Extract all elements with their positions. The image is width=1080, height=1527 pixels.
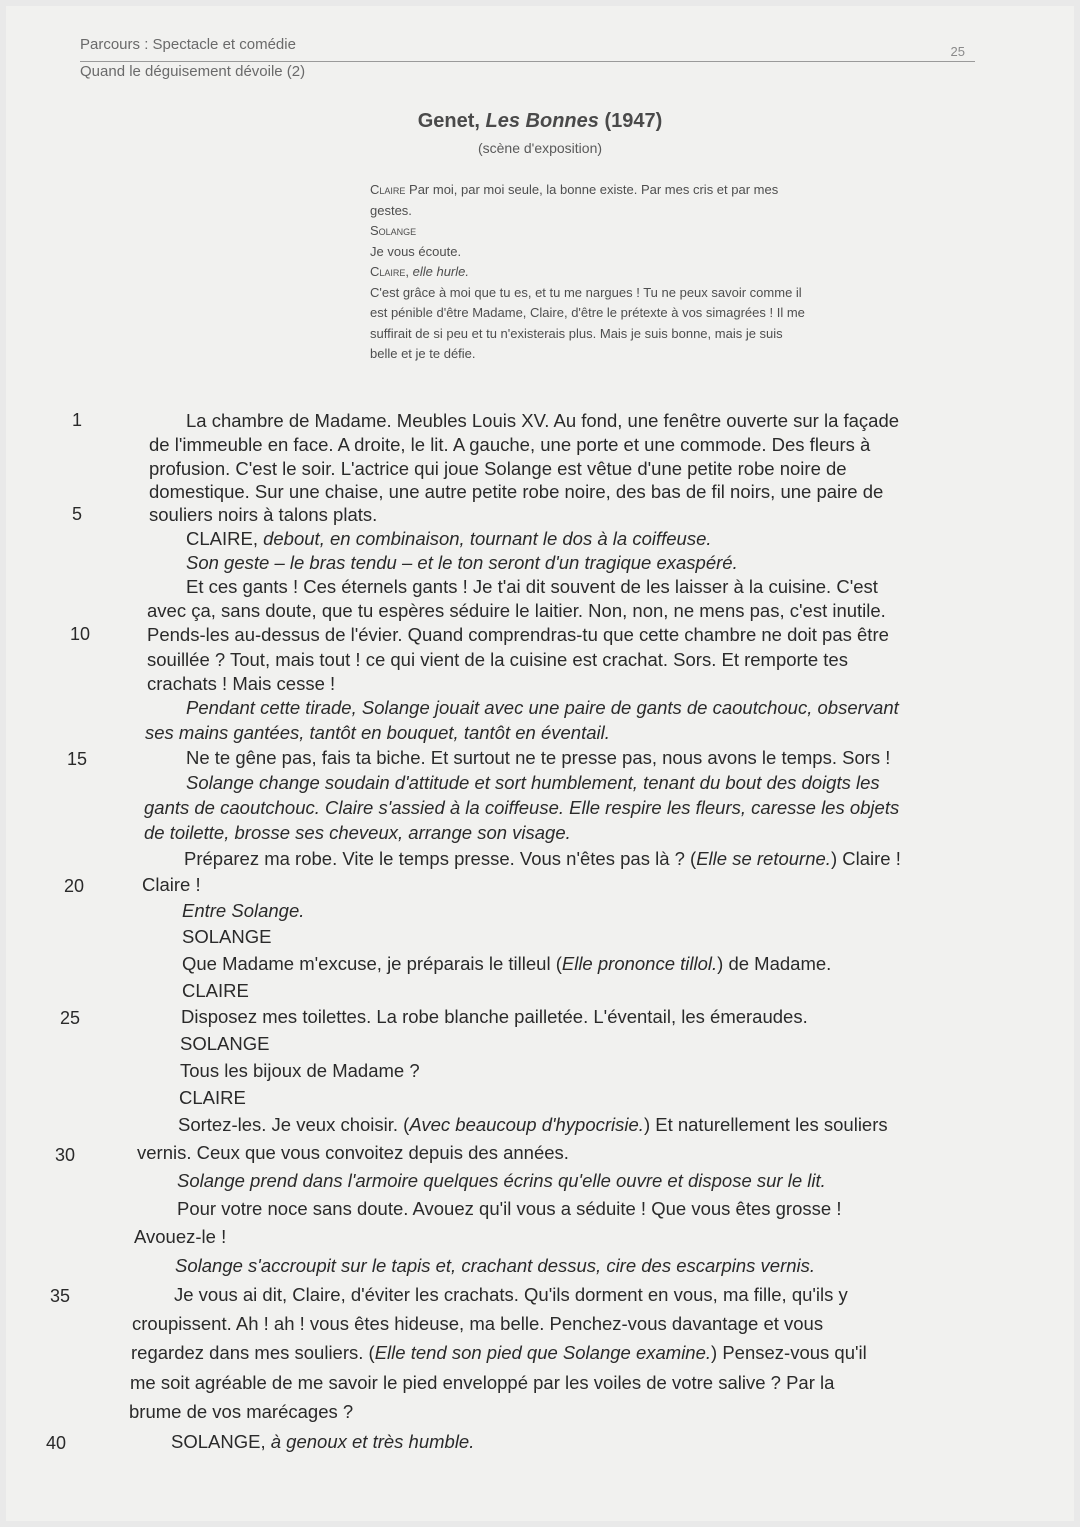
stage-direction: Solange prend dans l'armoire quelques écrins qu'elle ouvre et dispose sur le lit. (177, 1170, 826, 1191)
text-segment: ) Et naturellement les souliers (643, 1114, 888, 1135)
line-number: 25 (60, 1008, 81, 1028)
text-line: avec ça, sans doute, que tu espères séduire le laitier. Non, non, ne mens pas, c'est inutile. (147, 600, 886, 621)
text-line (178, 1114, 888, 1136)
epigraph-speaker: Claire, (370, 264, 410, 279)
epigraph-line: est pénible d'être Madame, Claire, d'être le prétexte à vos simagrées ! Il me (370, 305, 805, 320)
document-title (0, 110, 1080, 133)
stage-direction: de toilette, brosse ses cheveux, arrange son visage. (144, 822, 571, 843)
speaker-name: CLAIRE (182, 980, 249, 1001)
stage-direction: Elle se retourne. (696, 848, 831, 869)
speaker-name: SOLANGE (182, 926, 272, 947)
text-segment: Que Madame m'excuse, je préparais le tilleul ( (182, 953, 562, 974)
document-subtitle: (scène d'exposition) (477, 140, 603, 156)
text-segment: Préparez ma robe. Vite le temps presse. Vous n'êtes pas là ? ( (184, 848, 697, 869)
stage-direction: Elle tend son pied que Solange examine. (374, 1342, 712, 1363)
text-line: Ne te gêne pas, fais ta biche. Et surtout ne te presse pas, nous avons le temps. Sors ! (186, 747, 891, 768)
text-line: Avouez-le ! (134, 1226, 227, 1247)
stage-direction: Solange change soudain d'attitude et sort humblement, tenant du bout des doigts les (186, 772, 880, 793)
line-number: 20 (64, 876, 85, 896)
title-year: (1947) (604, 110, 663, 132)
stage-direction: Elle prononce tillol. (561, 953, 718, 974)
text-segment: Sortez-les. Je veux choisir. ( (178, 1114, 410, 1135)
text-line: brume de vos marécages ? (129, 1401, 354, 1422)
stage-direction: debout, en combinaison, tournant le dos à la coiffeuse. (263, 528, 712, 549)
text-line: vernis. Ceux que vous convoitez depuis des années. (137, 1142, 569, 1163)
text-line: souliers noirs à talons plats. (149, 504, 378, 525)
speaker-name: SOLANGE, (171, 1431, 271, 1452)
text-line (186, 528, 712, 550)
epigraph-line: Je vous écoute. (370, 243, 462, 259)
text-line: Je vous ai dit, Claire, d'éviter les crachats. Qu'ils dorment en vous, ma fille, qu'ils y (174, 1284, 848, 1305)
stage-direction: Solange s'accroupit sur le tapis et, crachant dessus, cire des escarpins vernis. (175, 1255, 816, 1276)
epigraph-line: C'est grâce à moi que tu es, et tu me nargues ! Tu ne peux savoir comme il (370, 284, 802, 300)
epigraph-line: gestes. (370, 202, 412, 218)
page-number: 25 (950, 44, 965, 59)
text-line: de l'immeuble en face. A droite, le lit. A gauche, une porte et une commode. Des fleurs à (149, 434, 871, 455)
stage-direction: Pendant cette tirade, Solange jouait avec une paire de gants de caoutchouc, observant (186, 697, 899, 718)
title-author: Genet, (417, 110, 480, 132)
text-line: Claire ! (142, 874, 201, 895)
text-segment: ) Pensez-vous qu'il (711, 1342, 867, 1363)
text-line: Tous les bijoux de Madame ? (180, 1060, 420, 1081)
text-line (171, 1431, 474, 1453)
line-number: 30 (55, 1145, 76, 1165)
stage-direction: gants de caoutchouc. Claire s'assied à la coiffeuse. Elle respire les fleurs, caresse les objets (144, 797, 900, 818)
line-number: 10 (70, 624, 91, 644)
epigraph-speaker: Solange (370, 223, 417, 238)
epigraph-line: suffirait de si peu et tu n'existerais plus. Mais je suis bonne, mais je suis (370, 325, 783, 341)
line-number: 15 (67, 749, 88, 769)
stage-direction: à genoux et très humble. (270, 1431, 475, 1452)
course-label: Parcours : Spectacle et comédie (80, 36, 296, 53)
line-number: 1 (72, 410, 83, 430)
epigraph-direction: elle hurle. (409, 264, 469, 279)
stage-direction: Son geste – le bras tendu – et le ton seront d'un tragique exaspéré. (186, 552, 738, 573)
text-segment: ) de Madame. (717, 953, 832, 974)
speaker-name: CLAIRE (179, 1087, 246, 1108)
header-rule (80, 61, 975, 62)
text-line: Disposez mes toilettes. La robe blanche pailletée. L'éventail, les émeraudes. (181, 1006, 808, 1027)
line-number: 5 (72, 504, 83, 524)
stage-direction: ses mains gantées, tantôt en bouquet, tantôt en éventail. (145, 722, 610, 743)
text-line (131, 1342, 867, 1364)
line-number: 35 (50, 1286, 71, 1306)
text-segment: regardez dans mes souliers. ( (131, 1342, 375, 1363)
text-line: croupissent. Ah ! ah ! vous êtes hideuse, ma belle. Penchez-vous davantage et vous (132, 1313, 824, 1334)
text-line: domestique. Sur une chaise, une autre petite robe noire, des bas de fil noirs, une paire de (149, 481, 884, 502)
text-line (182, 953, 831, 975)
text-line: profusion. C'est le soir. L'actrice qui joue Solange est vêtue d'une petite robe noire de (149, 458, 847, 479)
line-number: 40 (46, 1433, 67, 1453)
text-line: Pends-les au-dessus de l'évier. Quand comprendras-tu que cette chambre ne doit pas être (147, 624, 889, 645)
text-line: Et ces gants ! Ces éternels gants ! Je t'ai dit souvent de les laisser à la cuisine. C'est (186, 576, 878, 597)
title-work: Les Bonnes (485, 110, 599, 132)
text-line: souillée ? Tout, mais tout ! ce qui vient de la cuisine est crachat. Sors. Et remporte tes (147, 649, 848, 670)
text-line: crachats ! Mais cesse ! (147, 673, 336, 694)
speaker-name: CLAIRE, (186, 528, 264, 549)
text-line (184, 848, 901, 870)
epigraph-line: belle et je te défie. (370, 346, 476, 361)
epigraph-line: Par moi, par moi seule, la bonne existe. Par mes cris et par mes (405, 182, 779, 197)
text-line: La chambre de Madame. Meubles Louis XV. Au fond, une fenêtre ouverte sur la façade (186, 410, 900, 431)
stage-direction: Entre Solange. (182, 900, 305, 921)
epigraph (370, 180, 1000, 365)
speaker-name: SOLANGE (180, 1033, 270, 1054)
epigraph-speaker: Claire (370, 182, 406, 197)
text-line: Pour votre noce sans doute. Avouez qu'il vous a séduite ! Que vous êtes grosse ! (177, 1198, 842, 1219)
section-label: Quand le déguisement dévoile (2) (80, 63, 306, 80)
stage-direction: Avec beaucoup d'hypocrisie. (409, 1114, 644, 1135)
text-segment: ) Claire ! (830, 848, 901, 869)
text-line: me soit agréable de me savoir le pied enveloppé par les voiles de votre salive ? Par la (130, 1372, 835, 1393)
